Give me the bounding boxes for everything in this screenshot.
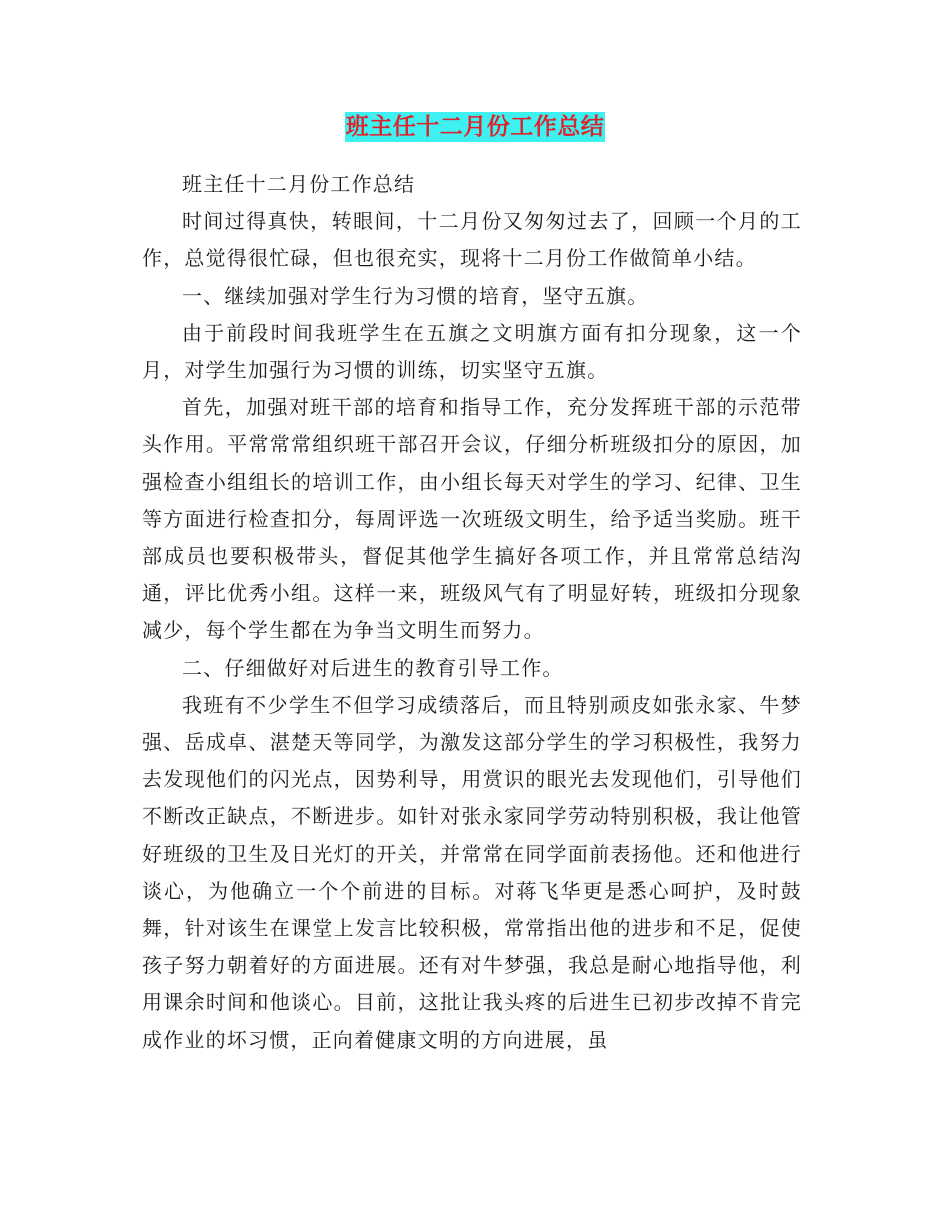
document-title: 班主任十二月份工作总结 [345, 114, 605, 140]
section-heading-2: 二、仔细做好对后进生的教育引导工作。 [182, 655, 564, 680]
document-body [142, 166, 802, 1059]
paragraph: 我班有不少学生不但学习成绩落后，而且特别顽皮如张永家、牛梦强、岳成卓、湛楚天等同学，为激发这部分学生的学习积极性，我努力去发现他们的闪光点，因势利导，用赏识的眼光去发现他们，引导他们不断改正缺点，不断进步。如针对张永家同学劳动特别积极，我让他管好班级的卫生及日光灯的开关，并常常在同学面前表扬他。还和他进行谈心，为他确立一个个前进的目标。对蒋飞华更是悉心呵护，及时鼓舞，针对该生在课堂上发言比较积极，常常指出他的进步和不足，促使孩子努力朝着好的方面进展。还有对牛梦强，我总是耐心地指导他，利用课余时间和他谈心。目前，这批让我头疼的后进生已初步改掉不肯完成作业的坏习惯，正向着健康文明的方向进展，虽 [142, 692, 802, 1052]
section-heading-1: 一、继续加强对学生行为习惯的培育，坚守五旗。 [182, 283, 649, 308]
paragraph: 首先，加强对班干部的培育和指导工作，充分发挥班干部的示范带头作用。平常常常组织班干部召开会议，仔细分析班级扣分的原因，加强检查小组组长的培训工作，由小组长每天对学生的学习、纪律、卫生等方面进行检查扣分，每周评选一次班级文明生，给予适当奖励。班干部成员也要积极带头，督促其他学生搞好各项工作，并且常常总结沟通，评比优秀小组。这样一来，班级风气有了明显好转，班级扣分现象减少，每个学生都在为争当文明生而努力。 [142, 395, 802, 643]
title-row [0, 112, 950, 142]
paragraph-subtitle: 班主任十二月份工作总结 [182, 172, 416, 196]
paragraph-intro: 时间过得真快，转眼间，十二月份又匆匆过去了，回顾一个月的工作，总觉得很忙碌，但也很充实，现将十二月份工作做简单小结。 [142, 209, 802, 271]
paragraph: 由于前段时间我班学生在五旗之文明旗方面有扣分现象，这一个月，对学生加强行为习惯的训练，切实坚守五旗。 [142, 320, 802, 383]
